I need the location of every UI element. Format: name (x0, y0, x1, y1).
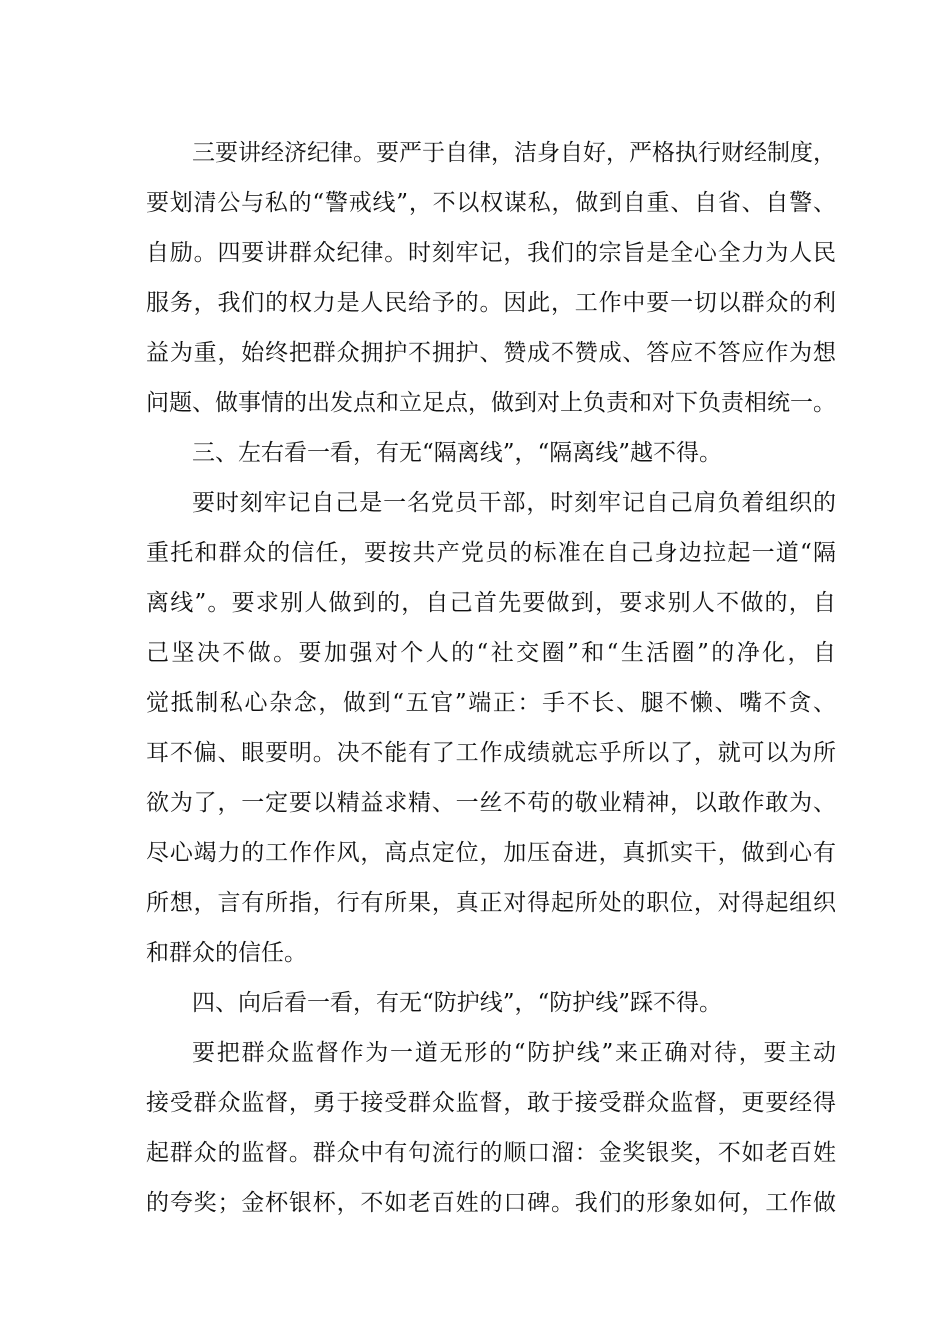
document-body (146, 128, 836, 1228)
text-line: 问题、做事情的出发点和立足点，做到对上负责和对下负责相统一。 (146, 390, 836, 416)
text-line: 和群众的信任。 (146, 940, 307, 966)
text-line: 起群众的监督。群众中有句流行的顺口溜：金奖银奖，不如老百姓 (146, 1140, 836, 1166)
text-line: 要把群众监督作为一道无形的“防护线”来正确对待，要主动 (192, 1040, 836, 1066)
text-line: 己坚决不做。要加强对个人的“社交圈”和“生活圈”的净化，自 (146, 640, 836, 666)
text-line: 要划清公与私的“警戒线”，不以权谋私，做到自重、自省、自警、 (146, 190, 836, 216)
text-line: 三要讲经济纪律。要严于自律，洁身自好，严格执行财经制度， (192, 140, 836, 166)
text-line: 觉抵制私心杂念，做到“五官”端正：手不长、腿不懒、嘴不贪、 (146, 690, 836, 716)
text-line: 的夸奖；金杯银杯，不如老百姓的口碑。我们的形象如何，工作做 (146, 1190, 836, 1216)
section-heading: 四、向后看一看，有无“防护线”，“防护线”踩不得。 (192, 990, 723, 1016)
text-line: 所想，言有所指，行有所果，真正对得起所处的职位，对得起组织 (146, 890, 836, 916)
text-line: 要时刻牢记自己是一名党员干部，时刻牢记自己肩负着组织的 (192, 490, 836, 516)
text-line: 欲为了，一定要以精益求精、一丝不苟的敬业精神，以敢作敢为、 (146, 790, 836, 816)
text-line: 重托和群众的信任，要按共产党员的标准在自己身边拉起一道“隔 (146, 540, 836, 566)
text-line: 服务，我们的权力是人民给予的。因此，工作中要一切以群众的利 (146, 290, 836, 316)
text-line: 耳不偏、眼要明。决不能有了工作成绩就忘乎所以了，就可以为所 (146, 740, 836, 766)
text-line: 尽心竭力的工作作风，高点定位，加压奋进，真抓实干，做到心有 (146, 840, 836, 866)
section-heading: 三、左右看一看，有无“隔离线”，“隔离线”越不得。 (192, 440, 723, 466)
text-line: 益为重，始终把群众拥护不拥护、赞成不赞成、答应不答应作为想 (146, 340, 836, 366)
text-line: 离线”。要求别人做到的，自己首先要做到，要求别人不做的，自 (146, 590, 836, 616)
text-line: 接受群众监督，勇于接受群众监督，敢于接受群众监督，更要经得 (146, 1090, 836, 1116)
text-line: 自励。四要讲群众纪律。时刻牢记，我们的宗旨是全心全力为人民 (146, 240, 836, 266)
